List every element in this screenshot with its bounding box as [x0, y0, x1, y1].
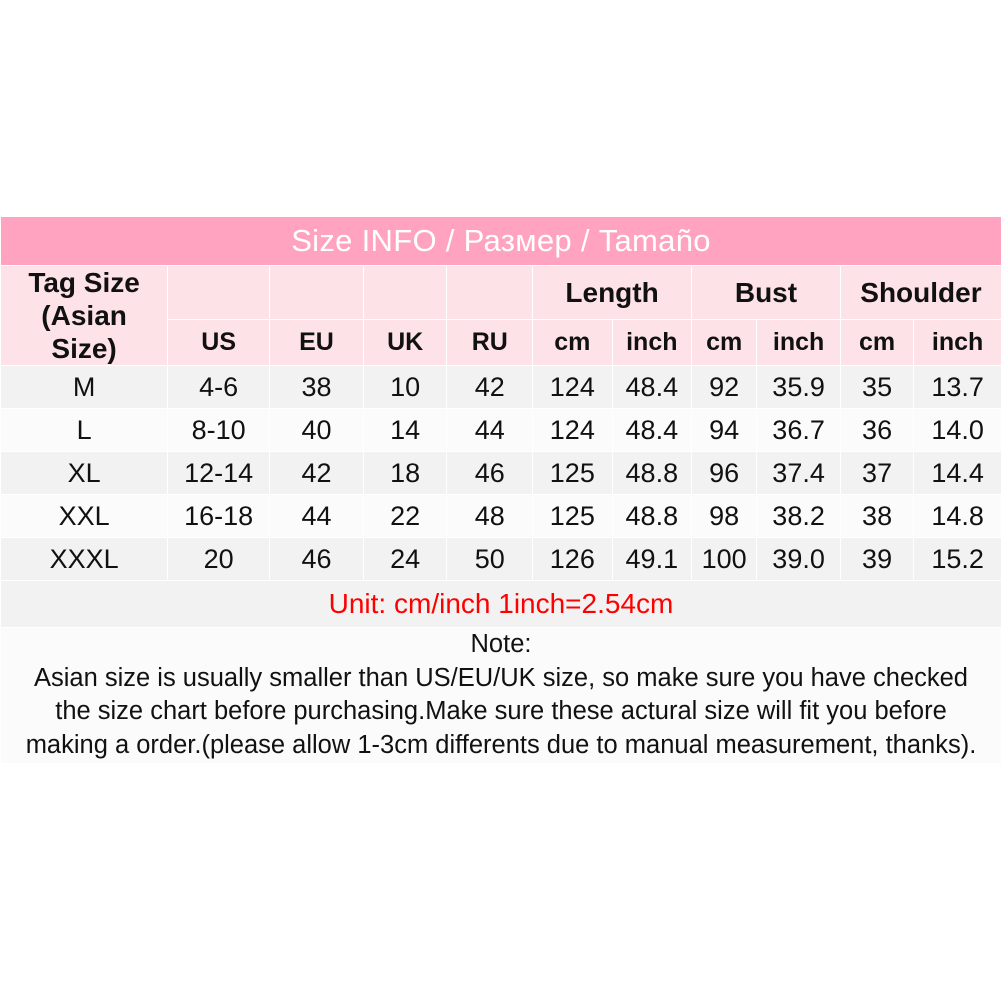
row-length-cm: 125: [533, 495, 613, 538]
header-bust-inch: inch: [757, 320, 841, 366]
note-label: Note:: [470, 630, 532, 659]
note-row: [1, 628, 1002, 764]
row-ru: 48: [447, 495, 533, 538]
row-eu: 46: [270, 538, 364, 581]
row-us: 8-10: [168, 409, 270, 452]
row-tag: L: [1, 409, 168, 452]
row-shoulder-cm: 36: [840, 409, 913, 452]
row-uk: 14: [363, 409, 447, 452]
tag-size-header-line-3: Size): [51, 333, 117, 365]
row-bust-cm: 96: [692, 452, 757, 495]
note-block: [1, 628, 1002, 764]
header-shoulder-cm: cm: [840, 320, 913, 366]
row-shoulder-cm: 39: [840, 538, 913, 581]
note-line-3: making a order.(please allow 1-3cm differents due to manual measurement, thanks).: [25, 731, 977, 760]
row-length-inch: 48.8: [612, 495, 692, 538]
row-shoulder-cm: 37: [840, 452, 913, 495]
row-shoulder-inch: 14.8: [914, 495, 1002, 538]
header-bust-cm: cm: [692, 320, 757, 366]
table-row: [1, 452, 1002, 495]
header-row-group: [1, 266, 1002, 320]
group-header-bust: Bust: [692, 266, 841, 320]
table-row: [1, 495, 1002, 538]
row-eu: 40: [270, 409, 364, 452]
row-length-inch: 48.4: [612, 366, 692, 409]
title-row: [1, 217, 1002, 266]
tag-size-header-line-2: (Asian: [41, 300, 127, 332]
header-shoulder-inch: inch: [914, 320, 1002, 366]
row-us: 12-14: [168, 452, 270, 495]
row-bust-inch: 35.9: [757, 366, 841, 409]
group-header-shoulder: Shoulder: [840, 266, 1001, 320]
row-ru: 46: [447, 452, 533, 495]
size-info-table: [0, 216, 1002, 764]
unit-note: Unit: cm/inch 1inch=2.54cm: [1, 581, 1002, 628]
row-bust-cm: 92: [692, 366, 757, 409]
row-tag: XXXL: [1, 538, 168, 581]
row-ru: 42: [447, 366, 533, 409]
header-us: US: [168, 320, 270, 366]
row-ru: 50: [447, 538, 533, 581]
row-shoulder-inch: 14.4: [914, 452, 1002, 495]
row-bust-inch: 39.0: [757, 538, 841, 581]
tag-size-header: [1, 266, 168, 366]
row-bust-inch: 38.2: [757, 495, 841, 538]
row-length-cm: 124: [533, 366, 613, 409]
row-length-inch: 49.1: [612, 538, 692, 581]
group-header-length: Length: [533, 266, 692, 320]
row-bust-inch: 36.7: [757, 409, 841, 452]
header-eu: EU: [270, 320, 364, 366]
region-header-eu-spacer: [270, 266, 364, 320]
unit-row: [1, 581, 1002, 628]
row-us: 4-6: [168, 366, 270, 409]
row-eu: 42: [270, 452, 364, 495]
row-shoulder-cm: 35: [840, 366, 913, 409]
row-uk: 10: [363, 366, 447, 409]
size-chart: [0, 216, 1002, 764]
region-header-uk-spacer: [363, 266, 447, 320]
row-length-inch: 48.8: [612, 452, 692, 495]
title-bar: Size INFO / Размер / Tamaño: [1, 217, 1002, 266]
row-eu: 44: [270, 495, 364, 538]
header-length-inch: inch: [612, 320, 692, 366]
row-length-cm: 126: [533, 538, 613, 581]
region-header-ru-spacer: [447, 266, 533, 320]
table-row: [1, 366, 1002, 409]
row-uk: 18: [363, 452, 447, 495]
note-line-2: the size chart before purchasing.Make sure these actural size will fit you before: [55, 697, 947, 726]
row-tag: XXL: [1, 495, 168, 538]
row-bust-cm: 100: [692, 538, 757, 581]
region-header-us-spacer: [168, 266, 270, 320]
row-bust-inch: 37.4: [757, 452, 841, 495]
row-uk: 24: [363, 538, 447, 581]
row-us: 16-18: [168, 495, 270, 538]
row-us: 20: [168, 538, 270, 581]
row-bust-cm: 94: [692, 409, 757, 452]
row-tag: M: [1, 366, 168, 409]
row-ru: 44: [447, 409, 533, 452]
table-row: [1, 409, 1002, 452]
row-shoulder-cm: 38: [840, 495, 913, 538]
header-ru: RU: [447, 320, 533, 366]
row-tag: XL: [1, 452, 168, 495]
header-length-cm: cm: [533, 320, 613, 366]
row-shoulder-inch: 15.2: [914, 538, 1002, 581]
row-shoulder-inch: 14.0: [914, 409, 1002, 452]
row-length-cm: 125: [533, 452, 613, 495]
row-length-inch: 48.4: [612, 409, 692, 452]
note-line-1: Asian size is usually smaller than US/EU/UK size, so make sure you have checked: [34, 663, 968, 692]
row-eu: 38: [270, 366, 364, 409]
header-uk: UK: [363, 320, 447, 366]
row-length-cm: 124: [533, 409, 613, 452]
table-row: [1, 538, 1002, 581]
row-uk: 22: [363, 495, 447, 538]
tag-size-header-line-1: Tag Size: [28, 267, 140, 298]
row-bust-cm: 98: [692, 495, 757, 538]
row-shoulder-inch: 13.7: [914, 366, 1002, 409]
